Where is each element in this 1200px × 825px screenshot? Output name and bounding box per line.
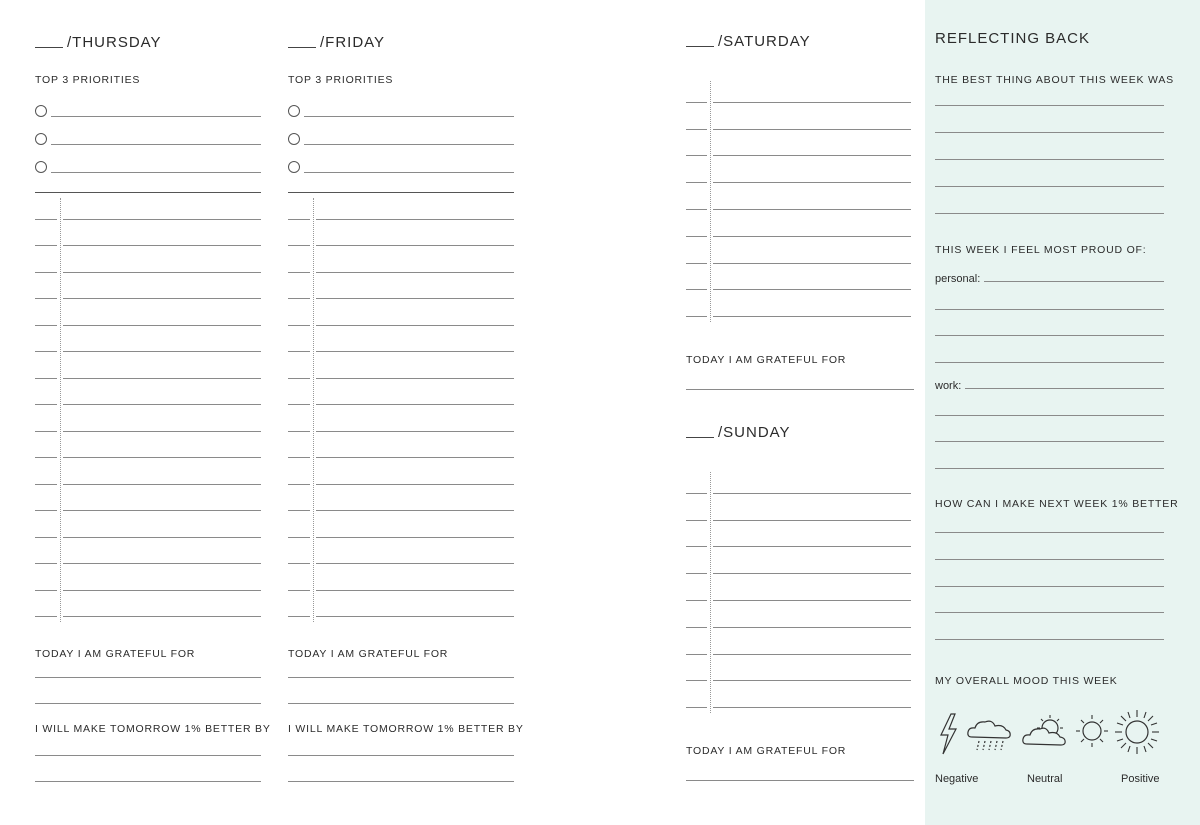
hour-tick	[686, 316, 707, 317]
schedule-line[interactable]	[316, 245, 514, 246]
time-divider	[313, 198, 314, 622]
write-line[interactable]	[288, 703, 514, 704]
write-line[interactable]	[686, 780, 914, 781]
date-blank[interactable]	[288, 47, 316, 48]
hour-tick	[35, 431, 57, 432]
schedule-line[interactable]	[316, 219, 514, 220]
schedule-line[interactable]	[63, 325, 261, 326]
hour-tick	[35, 351, 57, 352]
hour-tick	[288, 378, 310, 379]
grateful-label: TODAY I AM GRATEFUL FOR	[288, 648, 449, 660]
schedule-line[interactable]	[713, 493, 911, 494]
hour-tick	[686, 627, 707, 628]
hour-tick	[288, 510, 310, 511]
hour-tick	[686, 182, 707, 183]
day-title: /SUNDAY	[718, 424, 791, 441]
hour-tick	[288, 298, 310, 299]
hour-tick	[288, 325, 310, 326]
hour-tick	[35, 272, 57, 273]
better-label: I WILL MAKE TOMORROW 1% BETTER BY	[288, 723, 524, 735]
write-line[interactable]	[35, 703, 261, 704]
thursday-header	[35, 29, 162, 51]
date-blank[interactable]	[686, 437, 714, 438]
lightning-icon[interactable]	[937, 713, 959, 755]
schedule-line[interactable]	[713, 182, 911, 183]
schedule-line[interactable]	[63, 590, 261, 591]
better-label: I WILL MAKE TOMORROW 1% BETTER BY	[35, 723, 271, 735]
priority-item[interactable]	[35, 159, 261, 173]
time-divider	[710, 472, 711, 713]
write-line[interactable]	[935, 309, 1164, 310]
sunday-header	[686, 419, 791, 441]
proud-of-label: THIS WEEK I FEEL MOST PROUD OF:	[935, 244, 1147, 256]
write-line[interactable]	[935, 105, 1164, 106]
schedule-grid[interactable]	[288, 192, 514, 616]
friday-header	[288, 29, 385, 51]
hour-tick	[35, 245, 57, 246]
mood-label: MY OVERALL MOOD THIS WEEK	[935, 675, 1118, 687]
day-title: /THURSDAY	[67, 34, 162, 51]
write-line[interactable]	[935, 639, 1164, 640]
hour-tick	[288, 431, 310, 432]
hour-tick	[686, 129, 707, 130]
best-thing-label: THE BEST THING ABOUT THIS WEEK WAS	[935, 74, 1174, 86]
rain-cloud-icon[interactable]	[966, 718, 1012, 752]
hour-tick	[686, 680, 707, 681]
schedule-line[interactable]	[316, 351, 514, 352]
schedule-grid[interactable]	[686, 466, 911, 708]
schedule-line[interactable]	[63, 431, 261, 432]
write-line[interactable]	[935, 586, 1164, 587]
checkbox-circle[interactable]	[35, 161, 47, 173]
mood-neutral-label: Neutral	[1027, 773, 1063, 785]
schedule-line[interactable]	[316, 537, 514, 538]
hour-tick	[35, 510, 57, 511]
write-line[interactable]	[35, 677, 261, 678]
hour-tick	[686, 289, 707, 290]
write-line[interactable]	[35, 781, 261, 782]
schedule-line[interactable]	[713, 546, 911, 547]
schedule-grid[interactable]	[35, 192, 261, 616]
schedule-line[interactable]	[713, 600, 911, 601]
partly-cloudy-icon[interactable]	[1022, 714, 1068, 748]
priority-item[interactable]	[288, 159, 514, 173]
hour-tick	[686, 707, 707, 708]
schedule-line[interactable]	[63, 616, 261, 617]
schedule-line[interactable]	[316, 404, 514, 405]
schedule-line[interactable]	[63, 484, 261, 485]
hour-tick	[35, 219, 57, 220]
grateful-label: TODAY I AM GRATEFUL FOR	[35, 648, 196, 660]
schedule-line[interactable]	[316, 616, 514, 617]
write-line[interactable]	[935, 415, 1164, 416]
schedule-line[interactable]	[63, 510, 261, 511]
mood-positive-label: Positive	[1121, 773, 1160, 785]
schedule-line[interactable]	[713, 129, 911, 130]
schedule-line[interactable]	[316, 457, 514, 458]
hour-tick	[686, 493, 707, 494]
checkbox-circle[interactable]	[288, 133, 300, 145]
day-title: /SATURDAY	[718, 33, 811, 50]
next-week-label: HOW CAN I MAKE NEXT WEEK 1% BETTER	[935, 498, 1179, 510]
write-line[interactable]	[35, 755, 261, 756]
hour-tick	[35, 563, 57, 564]
hour-tick	[35, 404, 57, 405]
hour-tick	[686, 155, 707, 156]
schedule-line[interactable]	[713, 654, 911, 655]
hour-tick	[35, 298, 57, 299]
schedule-line[interactable]	[63, 457, 261, 458]
checkbox-circle[interactable]	[288, 161, 300, 173]
hour-tick	[35, 457, 57, 458]
date-blank[interactable]	[35, 47, 63, 48]
hour-tick	[288, 563, 310, 564]
schedule-line[interactable]	[316, 563, 514, 564]
hour-tick	[288, 484, 310, 485]
schedule-line[interactable]	[713, 316, 911, 317]
write-line[interactable]	[935, 213, 1164, 214]
write-line[interactable]	[935, 335, 1164, 336]
reflecting-title: REFLECTING BACK	[935, 30, 1091, 47]
priority-item[interactable]	[35, 131, 261, 145]
schedule-line[interactable]	[63, 378, 261, 379]
schedule-line[interactable]	[316, 298, 514, 299]
hour-tick	[35, 537, 57, 538]
priorities-list	[35, 103, 261, 173]
bright-sun-icon[interactable]	[1114, 709, 1160, 755]
schedule-line[interactable]	[713, 102, 911, 103]
schedule-line[interactable]	[316, 378, 514, 379]
write-line[interactable]	[935, 132, 1164, 133]
work-label: work:	[935, 380, 962, 392]
schedule-line[interactable]	[316, 510, 514, 511]
sun-icon[interactable]	[1074, 713, 1110, 749]
priorities-label: TOP 3 PRIORITIES	[35, 74, 141, 86]
hour-tick	[35, 590, 57, 591]
hour-tick	[288, 404, 310, 405]
hour-tick	[686, 546, 707, 547]
schedule-line[interactable]	[713, 209, 911, 210]
write-line[interactable]	[935, 159, 1164, 160]
hour-tick	[35, 484, 57, 485]
priority-item[interactable]	[35, 103, 261, 117]
hour-tick	[686, 209, 707, 210]
work-line[interactable]	[935, 380, 1164, 392]
schedule-line[interactable]	[63, 219, 261, 220]
schedule-line[interactable]	[63, 537, 261, 538]
hour-tick	[686, 263, 707, 264]
hour-tick	[686, 102, 707, 103]
priorities-label: TOP 3 PRIORITIES	[288, 74, 394, 86]
schedule-line[interactable]	[63, 272, 261, 273]
time-divider	[60, 198, 61, 622]
day-title: /FRIDAY	[320, 34, 386, 51]
hour-tick	[288, 590, 310, 591]
hour-tick	[288, 537, 310, 538]
time-divider	[710, 81, 711, 322]
mood-negative-label: Negative	[935, 773, 979, 785]
schedule-line[interactable]	[316, 325, 514, 326]
schedule-line[interactable]	[713, 520, 911, 521]
schedule-line[interactable]	[713, 289, 911, 290]
checkbox-circle[interactable]	[35, 133, 47, 145]
schedule-line[interactable]	[713, 236, 911, 237]
hour-tick	[686, 573, 707, 574]
hour-tick	[288, 219, 310, 220]
write-line[interactable]	[935, 441, 1164, 442]
schedule-grid[interactable]	[686, 75, 911, 317]
date-blank[interactable]	[686, 46, 714, 47]
write-line[interactable]	[935, 559, 1164, 560]
write-line[interactable]	[686, 389, 914, 390]
schedule-line[interactable]	[713, 263, 911, 264]
schedule-line[interactable]	[63, 245, 261, 246]
write-line[interactable]	[935, 186, 1164, 187]
schedule-line[interactable]	[63, 351, 261, 352]
personal-label: personal:	[935, 273, 981, 285]
write-line[interactable]	[935, 612, 1164, 613]
write-line[interactable]	[288, 755, 514, 756]
checkbox-circle[interactable]	[288, 105, 300, 117]
schedule-line[interactable]	[63, 563, 261, 564]
write-line[interactable]	[288, 677, 514, 678]
hour-tick	[35, 325, 57, 326]
hour-tick	[288, 616, 310, 617]
hour-tick	[288, 351, 310, 352]
schedule-line[interactable]	[316, 484, 514, 485]
priority-item[interactable]	[288, 131, 514, 145]
schedule-line[interactable]	[713, 627, 911, 628]
write-line[interactable]	[935, 532, 1164, 533]
grateful-label: TODAY I AM GRATEFUL FOR	[686, 745, 847, 757]
write-line[interactable]	[288, 781, 514, 782]
hour-tick	[288, 245, 310, 246]
schedule-line[interactable]	[63, 404, 261, 405]
hour-tick	[686, 600, 707, 601]
schedule-line[interactable]	[316, 431, 514, 432]
checkbox-circle[interactable]	[35, 105, 47, 117]
hour-tick	[35, 378, 57, 379]
reflecting-back-panel	[925, 0, 1200, 825]
saturday-header	[686, 28, 811, 50]
hour-tick	[686, 236, 707, 237]
priority-item[interactable]	[288, 103, 514, 117]
schedule-line[interactable]	[713, 707, 911, 708]
schedule-line[interactable]	[316, 272, 514, 273]
schedule-line[interactable]	[713, 573, 911, 574]
schedule-line[interactable]	[713, 680, 911, 681]
write-line[interactable]	[935, 362, 1164, 363]
priorities-list	[288, 103, 514, 173]
grateful-label: TODAY I AM GRATEFUL FOR	[686, 354, 847, 366]
hour-tick	[35, 616, 57, 617]
write-line[interactable]	[935, 468, 1164, 469]
hour-tick	[686, 520, 707, 521]
personal-line[interactable]	[935, 273, 1164, 285]
hour-tick	[288, 457, 310, 458]
schedule-line[interactable]	[63, 298, 261, 299]
schedule-line[interactable]	[713, 155, 911, 156]
schedule-line[interactable]	[316, 590, 514, 591]
hour-tick	[686, 654, 707, 655]
hour-tick	[288, 272, 310, 273]
